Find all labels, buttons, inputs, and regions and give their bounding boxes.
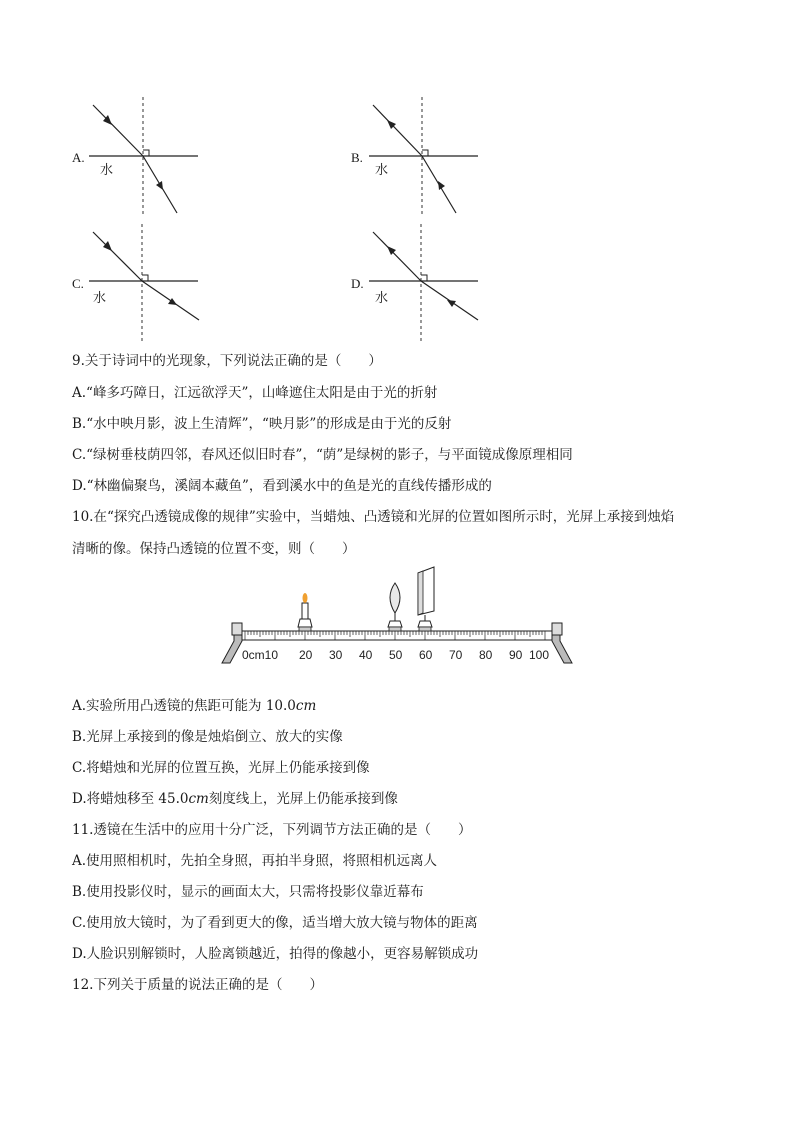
q10-stem-line1: 10.在“探究凸透镜成像的规律”实验中，当蜡烛、凸透镜和光屏的位置如图所示时，光屏上承接到烛焰 [72, 509, 675, 525]
convex-lens [388, 583, 402, 631]
bench-label-40: 40 [359, 648, 373, 662]
figure-c-refraction [85, 222, 205, 347]
q9-option-c: C.“绿树垂枝荫四邻，春风还似旧时春”，“荫”是绿树的影子，与平面镜成像原理相同 [72, 447, 573, 463]
figure-d-refraction [365, 222, 485, 347]
bench-label-70: 70 [449, 648, 463, 662]
q10-option-c: C.将蜡烛和光屏的位置互换，光屏上仍能承接到像 [72, 760, 370, 776]
bench-label-30: 30 [329, 648, 343, 662]
q9-option-d: D.“林幽偏聚鸟，溪阔本藏鱼”，看到溪水中的鱼是光的直线传播形成的 [72, 478, 492, 494]
light-screen [418, 567, 434, 631]
bench-label-80: 80 [479, 648, 493, 662]
bench-label-50: 50 [389, 648, 403, 662]
figure-a-refraction [85, 95, 205, 220]
option-a-label: A. [72, 150, 85, 165]
option-c-label: C. [72, 276, 84, 291]
water-label-a: 水 [100, 163, 114, 178]
bench-label-100: 100 [529, 648, 550, 662]
figure-b-refraction [365, 95, 485, 220]
candle [298, 593, 312, 631]
water-label-c: 水 [93, 291, 107, 306]
q9-stem: 9.关于诗词中的光现象，下列说法正确的是（ ） [72, 353, 382, 369]
water-label-b: 水 [375, 163, 389, 178]
q11-option-c: C.使用放大镜时，为了看到更大的像，适当增大放大镜与物体的距离 [72, 915, 478, 931]
bench-label-60: 60 [419, 648, 433, 662]
optical-bench-figure [218, 563, 580, 665]
option-b-label: B. [351, 150, 363, 165]
q11-option-a: A.使用照相机时，先拍全身照，再拍半身照，将照相机远离人 [72, 853, 438, 869]
q9-option-b: B.“水中映月影，波上生清辉”，“映月影”的形成是由于光的反射 [72, 416, 452, 432]
bench-label-20: 20 [299, 648, 313, 662]
q9-option-a: A.“峰多巧障日，江远欲浮天”，山峰遮住太阳是由于光的折射 [72, 385, 438, 401]
q11-option-d: D.人脸识别解锁时，人脸离锁越近，拍得的像越小，更容易解锁成功 [72, 946, 479, 962]
bench-label-0: 0cm10 [242, 648, 279, 662]
water-label-d: 水 [375, 291, 389, 306]
bench-label-90: 90 [509, 648, 523, 662]
q11-option-b: B.使用投影仪时，显示的画面太大，只需将投影仪靠近幕布 [72, 884, 424, 900]
q12-stem: 12.下列关于质量的说法正确的是（ ） [72, 977, 323, 993]
q10-option-d: D.将蜡烛移至 45.0cm刻度线上，光屏上仍能承接到像 [72, 791, 398, 807]
option-d-label: D. [351, 276, 364, 291]
q10-option-b: B.光屏上承接到的像是烛焰倒立、放大的实像 [72, 729, 343, 745]
q10-option-a: A.实验所用凸透镜的焦距可能为 10.0cm [72, 698, 317, 714]
q10-stem-line2: 清晰的像。保持凸透镜的位置不变，则（ ） [72, 541, 356, 557]
q11-stem: 11.透镜在生活中的应用十分广泛，下列调节方法正确的是（ ） [72, 822, 472, 838]
